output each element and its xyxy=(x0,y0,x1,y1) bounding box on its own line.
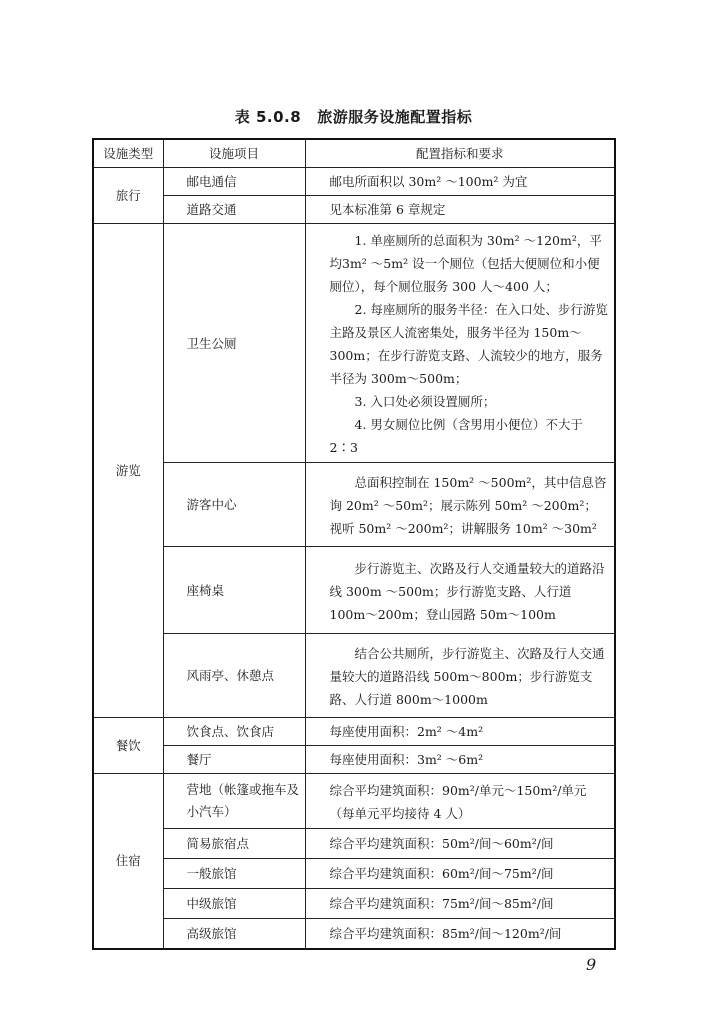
requirement-cell: 综合平均建筑面积：75m²/间～85m²/间 xyxy=(305,889,615,919)
requirement-line: 2. 每座厕所的服务半径：在入口处、步行游览主路及景区人流密集处，服务半径为 150m～300m；在步行游览支路、人流较少的地方，服务半径为 300m～500m； xyxy=(329,302,608,386)
category-lodging: 住宿 xyxy=(93,774,163,949)
requirement-cell: 每座使用面积：3m² ～6m² xyxy=(305,746,615,774)
table-row xyxy=(93,224,615,463)
item-cell: 风雨亭、休憩点 xyxy=(163,634,305,718)
category-dining: 餐饮 xyxy=(93,718,163,774)
requirement-cell: 见本标准第 6 章规定 xyxy=(305,196,615,224)
requirement-line: 结合公共厕所，步行游览主、次路及行人交通量较大的道路沿线 500m～800m；步行游览支路、人行道 800m～1000m xyxy=(329,646,605,707)
table-title xyxy=(0,106,707,127)
header-requirement: 配置指标和要求 xyxy=(305,139,615,168)
requirement-cell xyxy=(305,463,615,547)
facility-config-table xyxy=(92,138,616,950)
item-cell: 中级旅馆 xyxy=(163,889,305,919)
table-row xyxy=(93,718,615,746)
table-row xyxy=(93,634,615,718)
page-number: 9 xyxy=(586,955,597,974)
item-cell: 餐厅 xyxy=(163,746,305,774)
item-cell: 游客中心 xyxy=(163,463,305,547)
table-row xyxy=(93,547,615,634)
item-cell: 座椅桌 xyxy=(163,547,305,634)
table-row xyxy=(93,859,615,889)
header-item: 设施项目 xyxy=(163,139,305,168)
requirement-cell xyxy=(305,634,615,718)
requirement-line: 1. 单座厕所的总面积为 30m² ～120m²，平均3m² ～5m² 设一个厕位（包括大便厕位和小便厕位），每个厕位服务 300 人～400 人； xyxy=(329,233,602,294)
table-row xyxy=(93,463,615,547)
requirement-cell: 邮电所面积以 30m² ～100m² 为宜 xyxy=(305,168,615,196)
requirement-cell: 每座使用面积：2m² ～4m² xyxy=(305,718,615,746)
table-header-row xyxy=(93,139,615,168)
requirement-line: 总面积控制在 150m² ～500m²，其中信息咨询 20m² ～50m²；展示陈列 50m² ～200m²；视听 50m² ～200m²；讲解服务 10m² ～30m² xyxy=(329,475,607,536)
requirement-line: 3. 入口处必须设置厕所； xyxy=(354,394,496,409)
item-cell: 卫生公厕 xyxy=(163,224,305,463)
table-row xyxy=(93,746,615,774)
requirement-line: 综合平均建筑面积：90m²/单元～150m²/单元（每单元平均接待 4 人） xyxy=(329,783,587,821)
requirement-cell xyxy=(305,547,615,634)
requirement-cell: 综合平均建筑面积：50m²/间～60m²/间 xyxy=(305,829,615,859)
category-sightseeing: 游览 xyxy=(93,224,163,718)
category-travel: 旅行 xyxy=(93,168,163,224)
table-row xyxy=(93,196,615,224)
item-cell: 一般旅馆 xyxy=(163,859,305,889)
item-cell: 高级旅馆 xyxy=(163,919,305,949)
table-number: 表 5.0.8 xyxy=(234,108,302,126)
item-cell: 饮食点、饮食店 xyxy=(163,718,305,746)
table-row xyxy=(93,168,615,196)
item-cell: 简易旅宿点 xyxy=(163,829,305,859)
table-row xyxy=(93,889,615,919)
requirement-cell: 综合平均建筑面积：60m²/间～75m²/间 xyxy=(305,859,615,889)
table-row xyxy=(93,774,615,829)
requirement-cell: 综合平均建筑面积：85m²/间～120m²/间 xyxy=(305,919,615,949)
table-row xyxy=(93,829,615,859)
table-title-text: 旅游服务设施配置指标 xyxy=(317,108,473,126)
requirement-cell xyxy=(305,224,615,463)
table-row xyxy=(93,919,615,949)
header-category: 设施类型 xyxy=(93,139,163,168)
item-cell: 道路交通 xyxy=(163,196,305,224)
requirement-line: 步行游览主、次路及行人交通量较大的道路沿线 300m ～500m；步行游览支路、人行道 100m～200m；登山园路 50m～100m xyxy=(329,560,605,622)
requirement-cell xyxy=(305,774,615,829)
item-cell: 邮电通信 xyxy=(163,168,305,196)
item-cell: 营地（帐篷或拖车及小汽车） xyxy=(163,774,305,829)
requirement-line: 4. 男女厕位比例（含男用小便位）不大于 2∶3 xyxy=(329,417,583,455)
